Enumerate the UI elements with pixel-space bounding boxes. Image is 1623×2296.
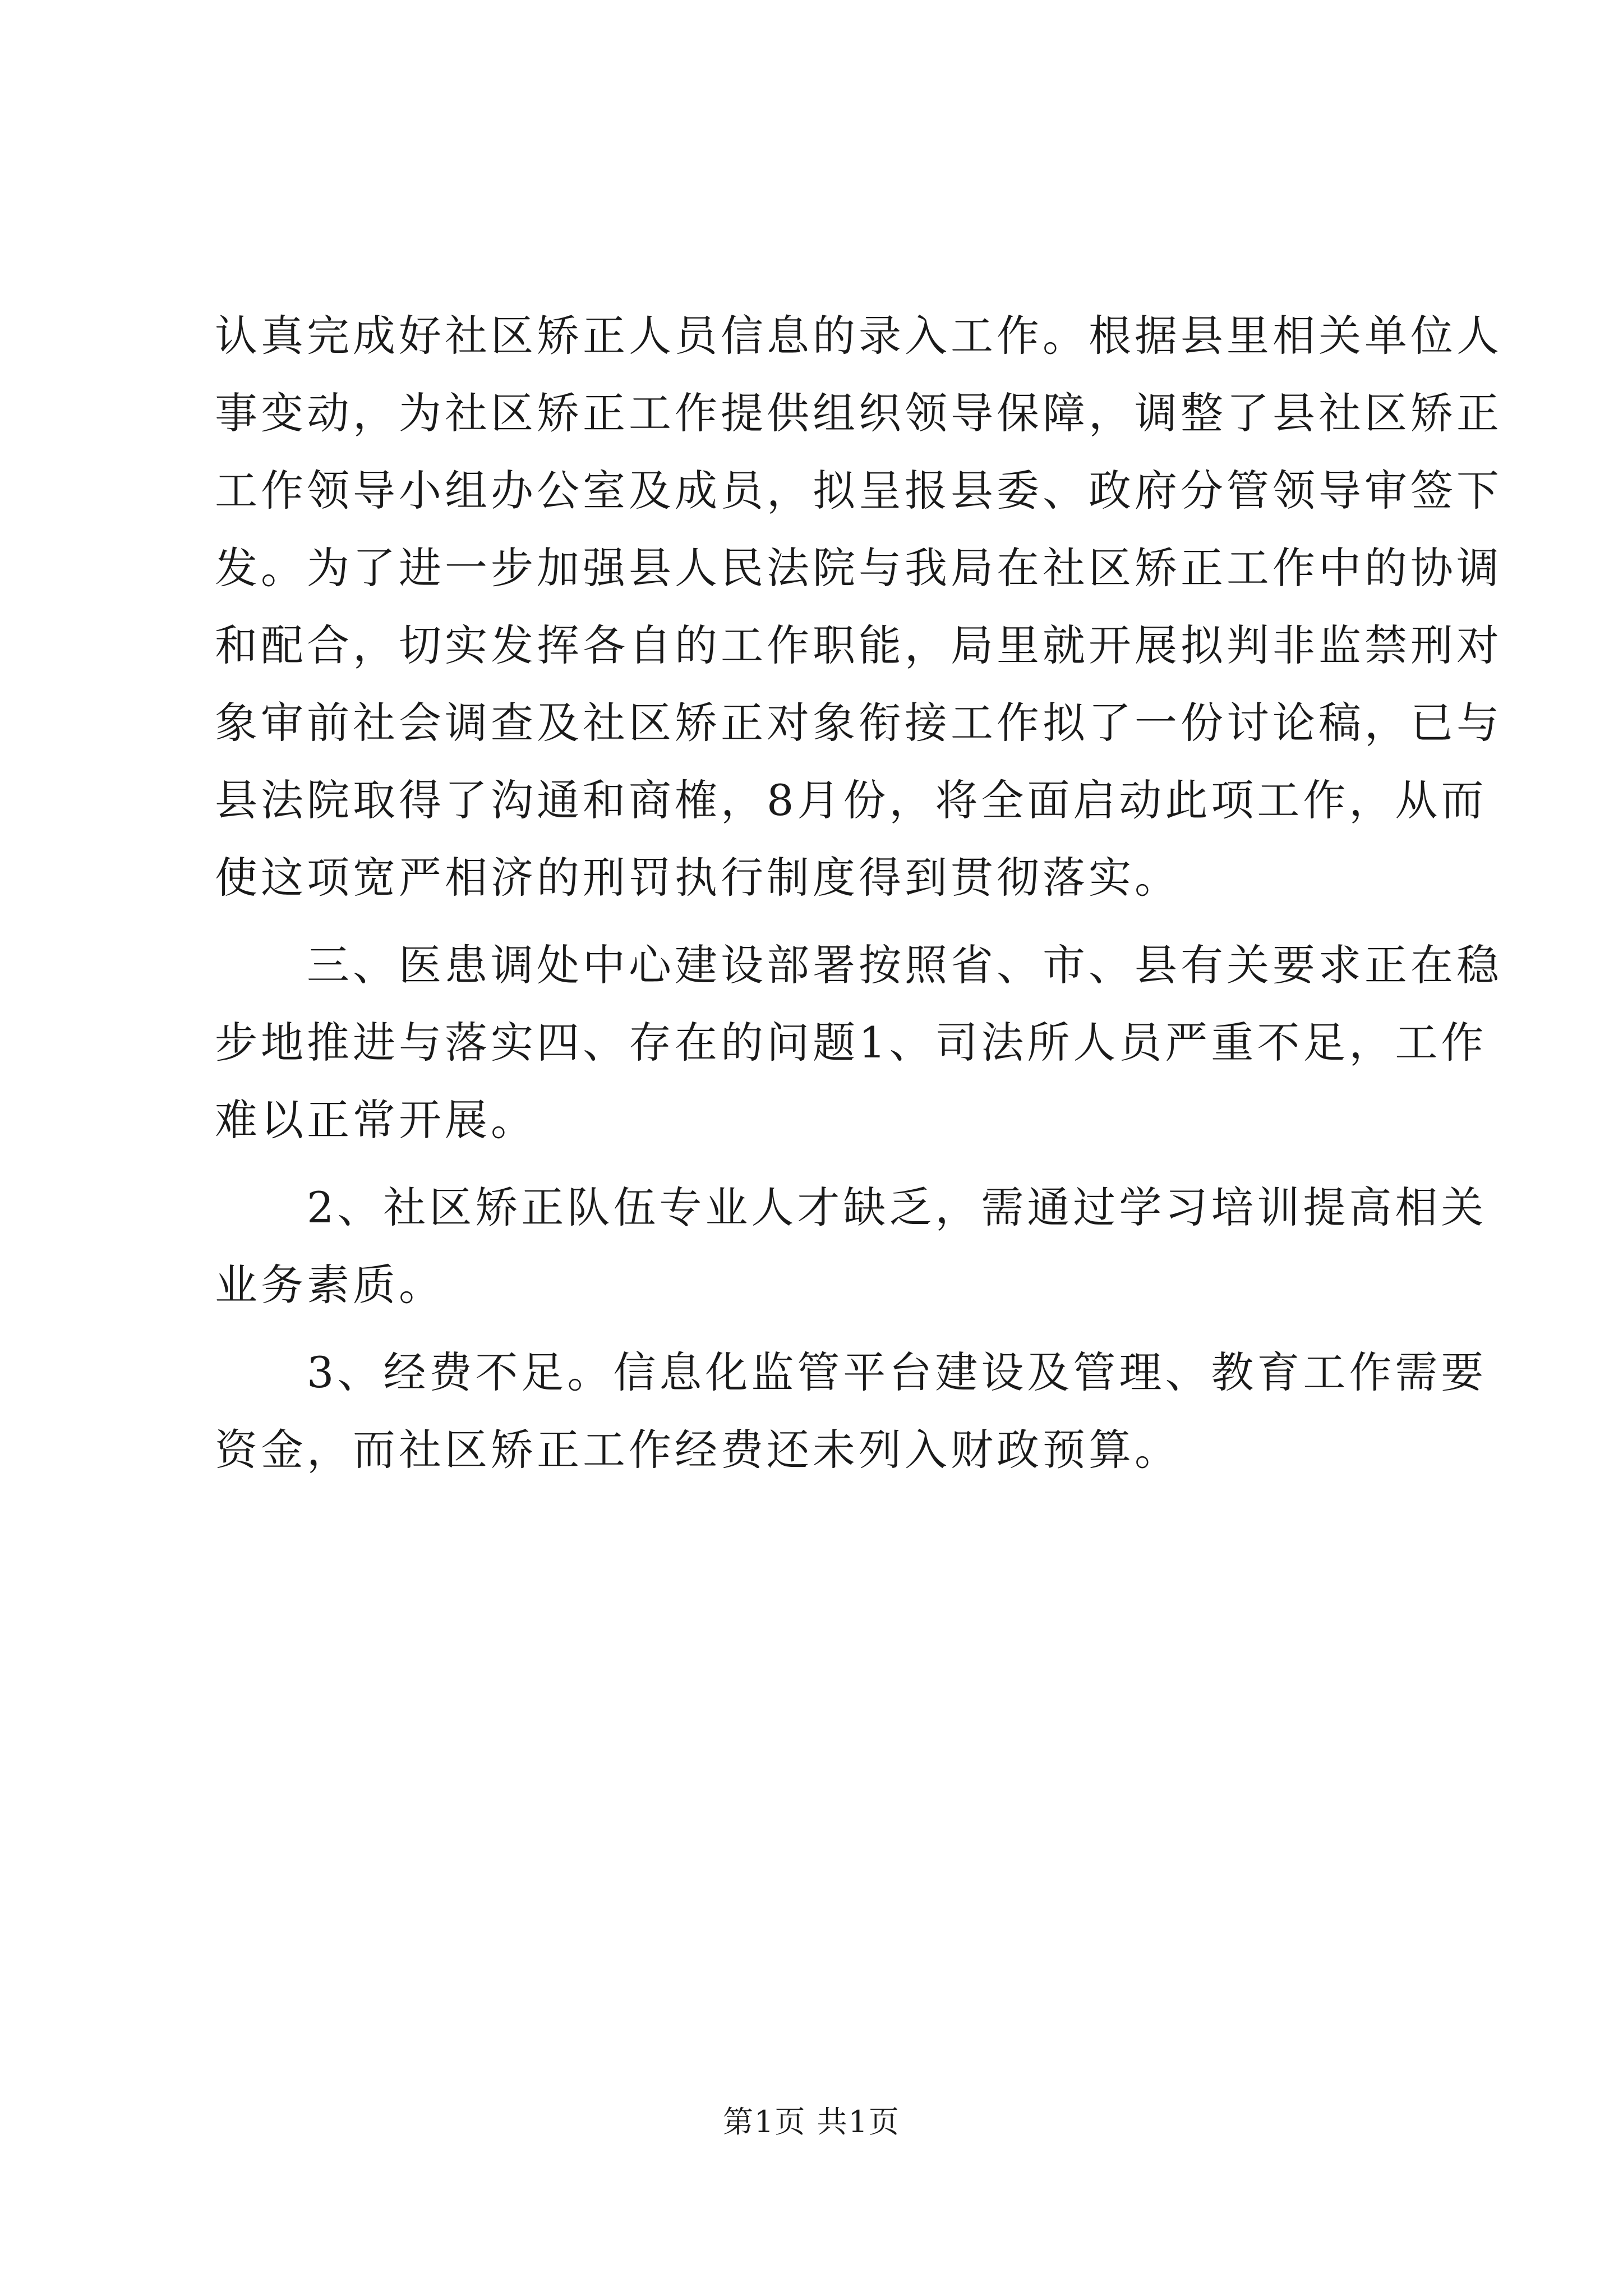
- text-line: 使这项宽严相济的刑罚执行制度得到贯彻落实。: [215, 853, 1181, 903]
- text-line: 工作领导小组办公室及成员，拟呈报县委、政府分管领导审签下: [215, 466, 1502, 516]
- page-footer: 第1页 共1页: [723, 2104, 900, 2139]
- text-line: 县法院取得了沟通和商榷，8月份，将全面启动此项工作，从而: [215, 775, 1487, 825]
- paragraph-spacer: [215, 917, 1419, 927]
- paragraph-2: [215, 927, 1502, 1159]
- paragraph-3: [215, 1169, 1487, 1324]
- text-line: 三、医患调处中心建设部署按照省、市、县有关要求正在稳: [215, 940, 1502, 990]
- text-line: 步地推进与落实四、存在的问题1、司法所人员严重不足，工作: [215, 1018, 1487, 1068]
- text-line: 事变动，为社区矫正工作提供组织领导保障，调整了县社区矫正: [215, 388, 1502, 438]
- paragraph-spacer: [215, 1159, 1419, 1169]
- text-line: 3、经费不足。信息化监管平台建设及管理、教育工作需要: [215, 1347, 1487, 1397]
- text-line: 认真完成好社区矫正人员信息的录入工作。根据县里相关单位人: [215, 311, 1502, 361]
- text-line: 和配合，切实发挥各自的工作职能，局里就开展拟判非监禁刑对: [215, 620, 1502, 670]
- text-line: 业务素质。: [215, 1260, 445, 1310]
- text-line: 象审前社会调查及社区矫正对象衔接工作拟了一份讨论稿，已与: [215, 698, 1502, 748]
- document-body: [215, 297, 1502, 1489]
- paragraph-1: [215, 297, 1502, 917]
- text-line: 资金，而社区矫正工作经费还未列入财政预算。: [215, 1425, 1181, 1475]
- text-line: 2、社区矫正队伍专业人才缺乏，需通过学习培训提高相关: [215, 1182, 1487, 1232]
- text-line: 难以正常开展。: [215, 1095, 537, 1145]
- paragraph-4: [215, 1334, 1487, 1489]
- paragraph-spacer: [215, 1324, 1419, 1334]
- text-line: 发。为了进一步加强县人民法院与我局在社区矫正工作中的协调: [215, 543, 1502, 593]
